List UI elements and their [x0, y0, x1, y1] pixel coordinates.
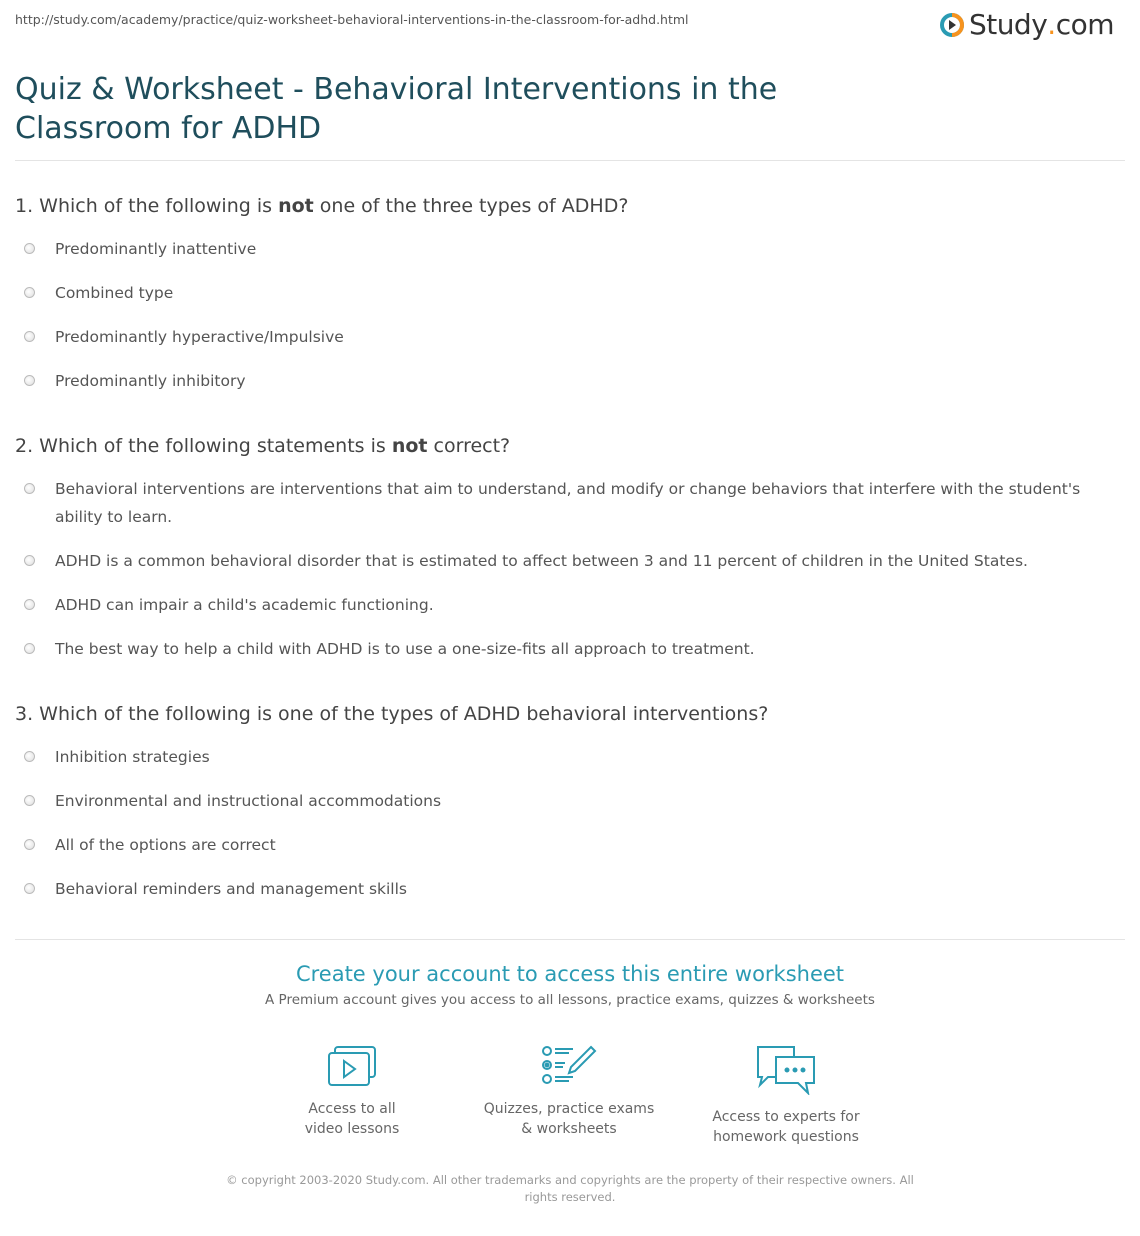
- page-url: http://study.com/academy/practice/quiz-worksheet-behavioral-interventions-in-the-classroom-for-adhd.html: [15, 12, 689, 27]
- answer-label: Inhibition strategies: [55, 748, 210, 766]
- feature-video: [252, 1045, 452, 1139]
- answer-option[interactable]: [15, 475, 1125, 531]
- question-text: [15, 701, 1125, 727]
- answer-option[interactable]: [15, 323, 1125, 351]
- logo-suffix: com: [1055, 8, 1114, 41]
- question-emphasis: not: [278, 195, 314, 217]
- answer-label: ADHD can impair a child's academic functioning.: [55, 596, 434, 614]
- radio-button[interactable]: [24, 883, 35, 894]
- question-1: [15, 193, 1125, 395]
- radio-button[interactable]: [24, 599, 35, 610]
- feature-quizzes: [469, 1045, 669, 1139]
- radio-button[interactable]: [24, 751, 35, 762]
- answer-option[interactable]: [15, 787, 1125, 815]
- radio-button[interactable]: [24, 839, 35, 850]
- answer-label: ADHD is a common behavioral disorder that is estimated to affect between 3 and 11 percent of children in the United States.: [55, 552, 1028, 570]
- answer-option[interactable]: [15, 591, 1125, 619]
- question-text-part: correct?: [427, 435, 511, 457]
- answer-label: Environmental and instructional accommodations: [55, 792, 442, 810]
- answer-option[interactable]: [15, 547, 1125, 575]
- answer-label: The best way to help a child with ADHD is to use a one-size-fits all approach to treatment.: [55, 640, 755, 658]
- radio-button[interactable]: [24, 375, 35, 386]
- question-text-part: 2. Which of the following statements is: [15, 435, 392, 457]
- radio-button[interactable]: [24, 243, 35, 254]
- copyright-footer: © copyright 2003-2020 Study.com. All other trademarks and copyrights are the property of their respective owners. All rights reserved.: [226, 1173, 914, 1204]
- question-2: [15, 433, 1125, 663]
- feature-line2: homework questions: [713, 1129, 859, 1145]
- answer-label: Behavioral reminders and management skills: [55, 880, 407, 898]
- chat-icon: [754, 1045, 818, 1095]
- study-logo[interactable]: [939, 8, 1114, 41]
- logo-name: Study: [968, 8, 1048, 41]
- answer-option[interactable]: [15, 235, 1125, 263]
- question-text-part: 3. Which of the following is one of the types of ADHD behavioral interventions?: [15, 703, 769, 725]
- answer-option[interactable]: [15, 367, 1125, 395]
- feature-line2: & worksheets: [521, 1121, 617, 1137]
- answer-label: Predominantly hyperactive/Impulsive: [55, 328, 344, 346]
- answer-label: Predominantly inhibitory: [55, 372, 246, 390]
- feature-experts: [686, 1045, 886, 1147]
- answer-label: Behavioral interventions are interventions that aim to understand, and modify or change behaviors that interfere with the student's ability to learn.: [55, 480, 1081, 526]
- play-logo-icon: [939, 12, 965, 38]
- feature-line1: Access to experts for: [712, 1109, 860, 1125]
- radio-button[interactable]: [24, 555, 35, 566]
- answer-label: Combined type: [55, 284, 174, 302]
- answer-option[interactable]: [15, 743, 1125, 771]
- answer-option[interactable]: [15, 279, 1125, 307]
- answer-option[interactable]: [15, 875, 1125, 903]
- answer-option[interactable]: [15, 635, 1125, 663]
- feature-line1: Quizzes, practice exams: [483, 1101, 655, 1117]
- create-account-link[interactable]: Create your account to access this entire worksheet: [295, 962, 845, 986]
- divider: [15, 160, 1125, 161]
- answer-label: All of the options are correct: [55, 836, 276, 854]
- radio-button[interactable]: [24, 795, 35, 806]
- feature-line1: Access to all: [308, 1101, 396, 1117]
- cta-subtitle: A Premium account gives you access to all lessons, practice exams, quizzes & worksheets: [265, 992, 875, 1008]
- answer-label: Predominantly inattentive: [55, 240, 257, 258]
- radio-button[interactable]: [24, 643, 35, 654]
- question-text: [15, 193, 1125, 219]
- question-text-part: one of the three types of ADHD?: [313, 195, 629, 217]
- video-icon: [327, 1045, 377, 1087]
- feature-line2: video lessons: [304, 1121, 400, 1137]
- question-text-part: 1. Which of the following is: [15, 195, 279, 217]
- radio-button[interactable]: [24, 483, 35, 494]
- divider: [15, 939, 1125, 940]
- page-title: Quiz & Worksheet - Behavioral Interventions in the Classroom for ADHD: [15, 72, 778, 146]
- question-text: [15, 433, 1125, 459]
- quiz-icon: [541, 1045, 597, 1087]
- logo-dot: .: [1047, 8, 1056, 41]
- radio-button[interactable]: [24, 331, 35, 342]
- radio-button[interactable]: [24, 287, 35, 298]
- question-3: [15, 701, 1125, 903]
- question-emphasis: not: [391, 435, 428, 457]
- answer-option[interactable]: [15, 831, 1125, 859]
